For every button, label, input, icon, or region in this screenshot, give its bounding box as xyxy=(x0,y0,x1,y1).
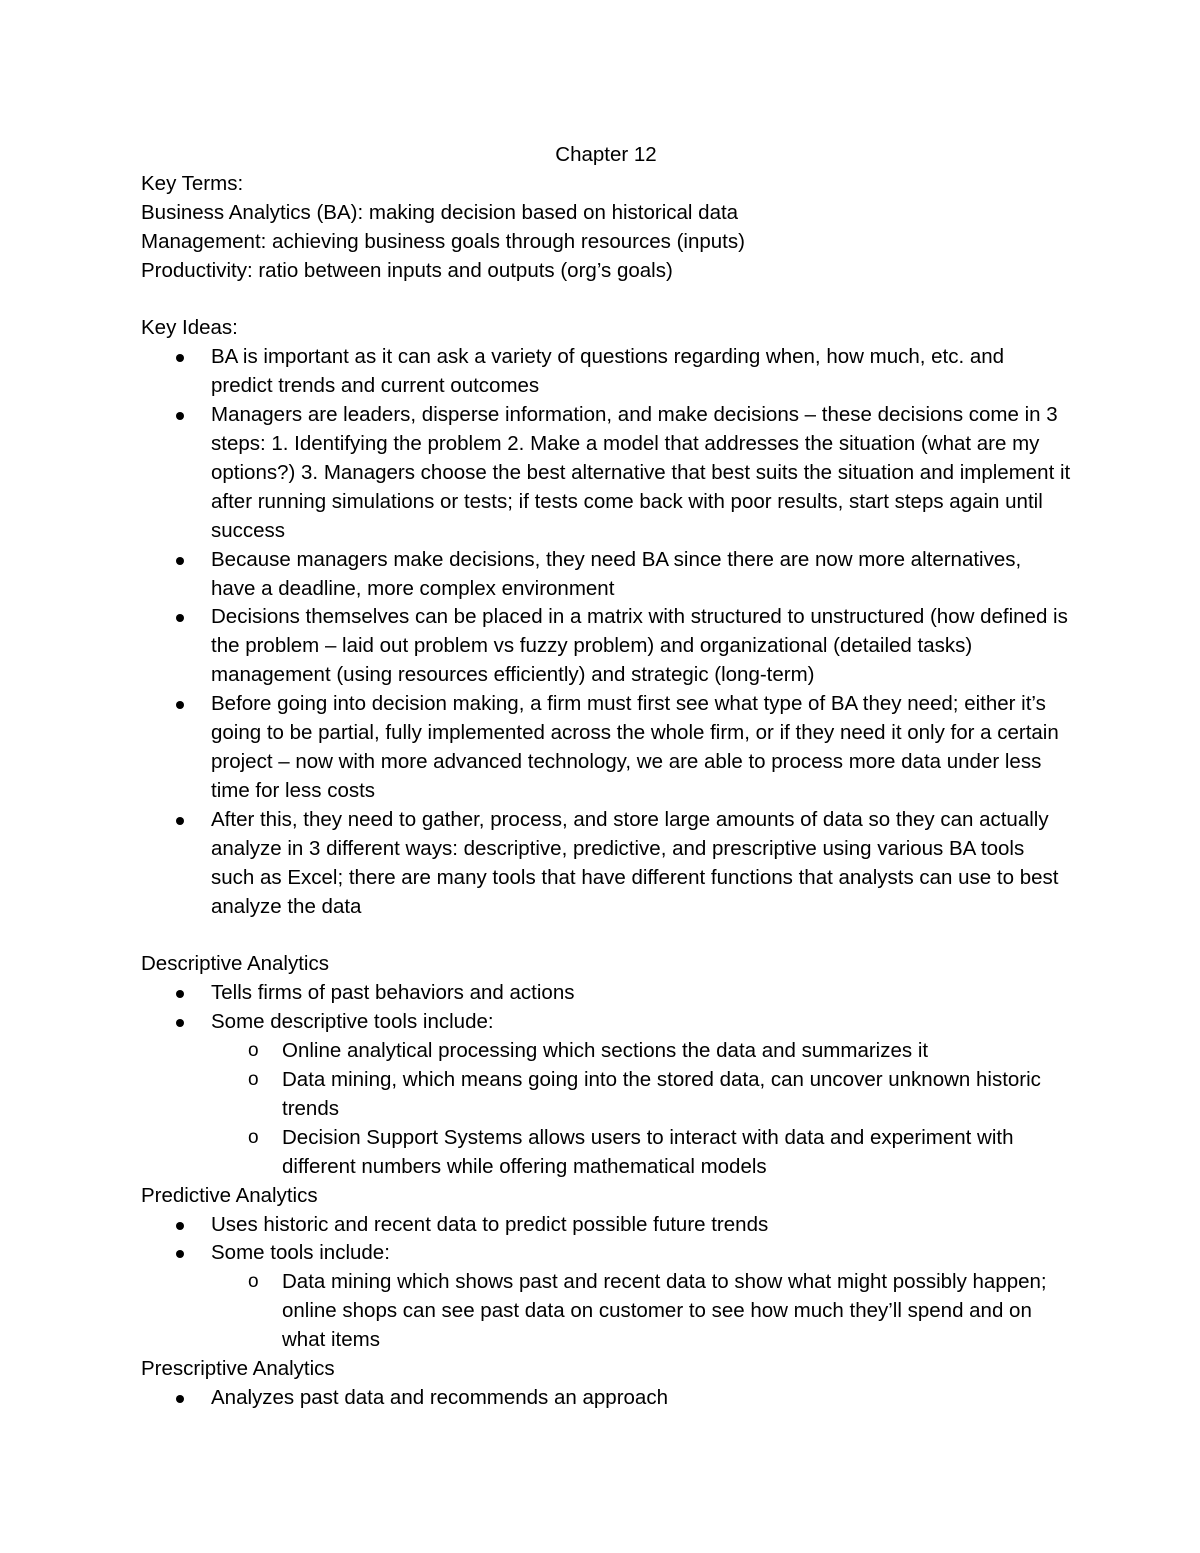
blank-line xyxy=(141,921,1071,950)
list-item: After this, they need to gather, process, and store large amounts of data so they can actually analyze in 3 different ways: descriptive, predictive, and prescriptive using various BA tools such as Excel; there are many tools that have different functions that analysts can use to best analyze the data xyxy=(141,806,1071,922)
key-term: Management: achieving business goals through resources (inputs) xyxy=(141,229,745,253)
list-item: Uses historic and recent data to predict possible future trends xyxy=(141,1211,1071,1240)
sub-list-item: o Decision Support Systems allows users to interact with data and experiment with different numbers while offering mathematical models xyxy=(141,1124,1071,1182)
list-item: Analyzes past data and recommends an approach xyxy=(141,1384,1071,1413)
list-item: Because managers make decisions, they need BA since there are now more alternatives, have a deadline, more complex environment xyxy=(141,546,1071,604)
list-item: BA is important as it can ask a variety of questions regarding when, how much, etc. and predict trends and current outcomes xyxy=(141,343,1071,401)
list-item: Before going into decision making, a firm must first see what type of BA they need; either it’s going to be partial, fully implemented across the whole firm, or if they need it only for a certain project – now with more advanced technology, we are able to process more data under less time for less costs xyxy=(141,690,1071,806)
prescriptive-heading: Prescriptive Analytics xyxy=(141,1357,335,1381)
key-ideas-list xyxy=(141,343,1071,921)
sub-list-item: o Data mining, which means going into the stored data, can uncover unknown historic trends xyxy=(141,1066,1071,1124)
predictive-section xyxy=(141,1182,1071,1355)
predictive-list xyxy=(141,1211,1071,1356)
descriptive-list xyxy=(141,979,1071,1181)
prescriptive-list xyxy=(141,1384,1071,1413)
list-item: Decisions themselves can be placed in a matrix with structured to unstructured (how defined is the problem – laid out problem vs fuzzy problem) and organizational (detailed tasks) management (using resources efficiently) and strategic (long-term) xyxy=(141,603,1071,690)
predictive-heading: Predictive Analytics xyxy=(141,1183,318,1207)
list-item: Tells firms of past behaviors and actions xyxy=(141,979,1071,1008)
list-item: Managers are leaders, disperse information, and make decisions – these decisions come in 3 steps: 1. Identifying the problem 2. Make a model that addresses the situation (what are my options?) 3. Managers choose the best alternative that best suits the situation and implement it after running simulations or tests; if tests come back with poor results, start steps again until success xyxy=(141,401,1071,546)
prescriptive-section xyxy=(141,1355,1071,1413)
key-ideas-section xyxy=(141,314,1071,921)
sub-list-item: o Data mining which shows past and recent data to show what might possibly happen; online shops can see past data on customer to see how much they’ll spend and on what items xyxy=(141,1268,1071,1355)
key-terms-section xyxy=(141,170,1071,286)
page-title: Chapter 12 xyxy=(555,143,657,166)
blank-line xyxy=(141,286,1071,315)
list-item: Some descriptive tools include: xyxy=(141,1008,1071,1037)
key-ideas-heading: Key Ideas: xyxy=(141,316,238,340)
descriptive-heading: Descriptive Analytics xyxy=(141,952,329,976)
document-body xyxy=(141,141,1071,1413)
key-terms-heading: Key Terms: xyxy=(141,171,244,195)
list-item: Some tools include: xyxy=(141,1239,1071,1268)
key-term: Business Analytics (BA): making decision based on historical data xyxy=(141,200,739,224)
descriptive-section xyxy=(141,950,1071,1181)
key-term: Productivity: ratio between inputs and outputs (org’s goals) xyxy=(141,258,673,282)
sub-list-item: o Online analytical processing which sections the data and summarizes it xyxy=(141,1037,1071,1066)
